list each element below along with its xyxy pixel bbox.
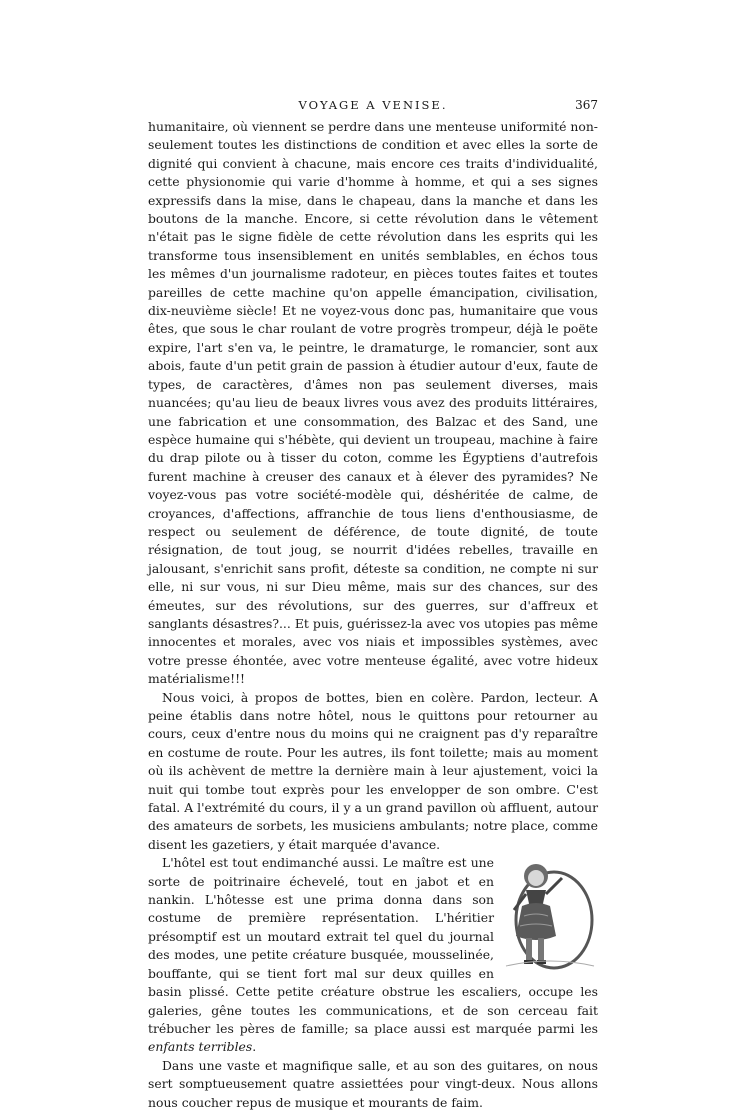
page-number: 367: [575, 98, 598, 112]
paragraph-3-text: L'hôtel est tout endimanché aussi. Le maître est une sorte de poitrinaire échevelé, tout en jabot et en nankin. L'hôtesse est une prima donna dans son costume de première représentation. L'héritier présomptif est un moutard extrait tel quel du journal des modes, une petite créature busquée, mousselinée, bouffante, qui se tient fort mal sur deux quilles en basin plissé. Cette petite créature obstrue les escaliers, occupe les galeries, gêne toutes les communications, et de son cerceau fait trébucher les pères de famille; sa place aussi est marquée parmi les: [148, 855, 598, 1036]
page-header: [148, 98, 598, 116]
running-title: VOYAGE A VENISE.: [298, 98, 448, 112]
paragraph-1: humanitaire, où viennent se perdre dans une menteuse uniformité non-seulement toutes les distinctions de condition et avec elles la sorte de dignité qui convient à chacune, mais encore ces traits d'individualité, cette physionomie qui varie d'homme à homme, et qui a ses signes expressifs dans la mise, dans le chapeau, dans la manche et dans les boutons de la manche. Encore, si cette révolution dans le vêtement n'était pas le signe fidèle de cette révolution dans les esprits qui les transforme tous insensiblement en unités semblables, en échos tous les mêmes d'un journalisme radoteur, en pièces toutes faites et toutes pareilles de cette machine qu'on appelle émancipation, civilisation, dix-neuvième siècle! Et ne voyez-vous donc pas, humanitaire que vous êtes, que sous le char roulant de votre progrès trompeur, déjà le poëte expire, l'art s'en va, le peintre, le dramaturge, le romancier, sont aux abois, faute d'un petit grain de passion à étudier autour d'eux, faute de types, de caractères, d'âmes non pas seulement diverses, mais nuancées; qu'au lieu de beaux livres vous avez des produits littéraires, une fabrication et une consommation, des Balzac et des Sand, une espèce humaine qui s'hébète, qui devient un troupeau, machine à faire du drap pilote ou à tisser du coton, comme les Égyptiens d'autrefois furent machine à creuser des canaux et à élever des pyramides? Ne voyez-vous pas votre société-modèle qui, déshéritée de calme, de croyances, d'affections, affranchie de tous liens d'enthousiasme, de respect ou seulement de déférence, de toute dignité, de toute résignation, de tout joug, se nourrit d'idées rebelles, travaille en jalousant, s'enrichit sans profit, déteste sa condition, ne compte ni sur elle, ni sur vous, ni sur Dieu même, mais sur des chances, sur des émeutes, sur des révolutions, sur des guerres, sur d'affreux et sanglants désastres?... Et puis, guérissez-la avec vos utopies pas même innocentes et morales, avec vos niais et impossibles systèmes, avec votre presse éhontée, avec votre menteuse égalité, avec votre hideux matérialisme!!!: [148, 119, 598, 687]
paragraph-3-end: .: [252, 1039, 257, 1055]
paragraph-4: Dans une vaste et magnifique salle, et au son des guitares, on nous sert somptueusement quatre assiettées pour vingt-deux. Nous allons nous coucher repus de musique et mourants de faim.: [148, 1057, 598, 1110]
paragraph-2: Nous voici, à propos de bottes, bien en colère. Pardon, lecteur. A peine établis dans notre hôtel, nous le quittons pour retourner au cours, ceux d'entre nous du moins qui ne craignent pas d'y reparaître en costume de route. Pour les autres, ils font toilette; mais au moment où ils achèvent de mettre la dernière main à leur ajustement, voici la nuit qui tombe tout exprès pour les envelopper de son ombre. C'est fatal. A l'extrémité du cours, il y a un grand pavillon où affluent, autour des amateurs de sorbets, les musiciens ambulants; notre place, comme disent les gazetiers, y était marquée d'avance.: [148, 689, 598, 852]
child-with-hoop-illustration: [502, 856, 598, 974]
italic-phrase: enfants terribles: [148, 1039, 253, 1055]
body-text: [148, 118, 598, 1112]
paragraph-3: [148, 854, 598, 1056]
